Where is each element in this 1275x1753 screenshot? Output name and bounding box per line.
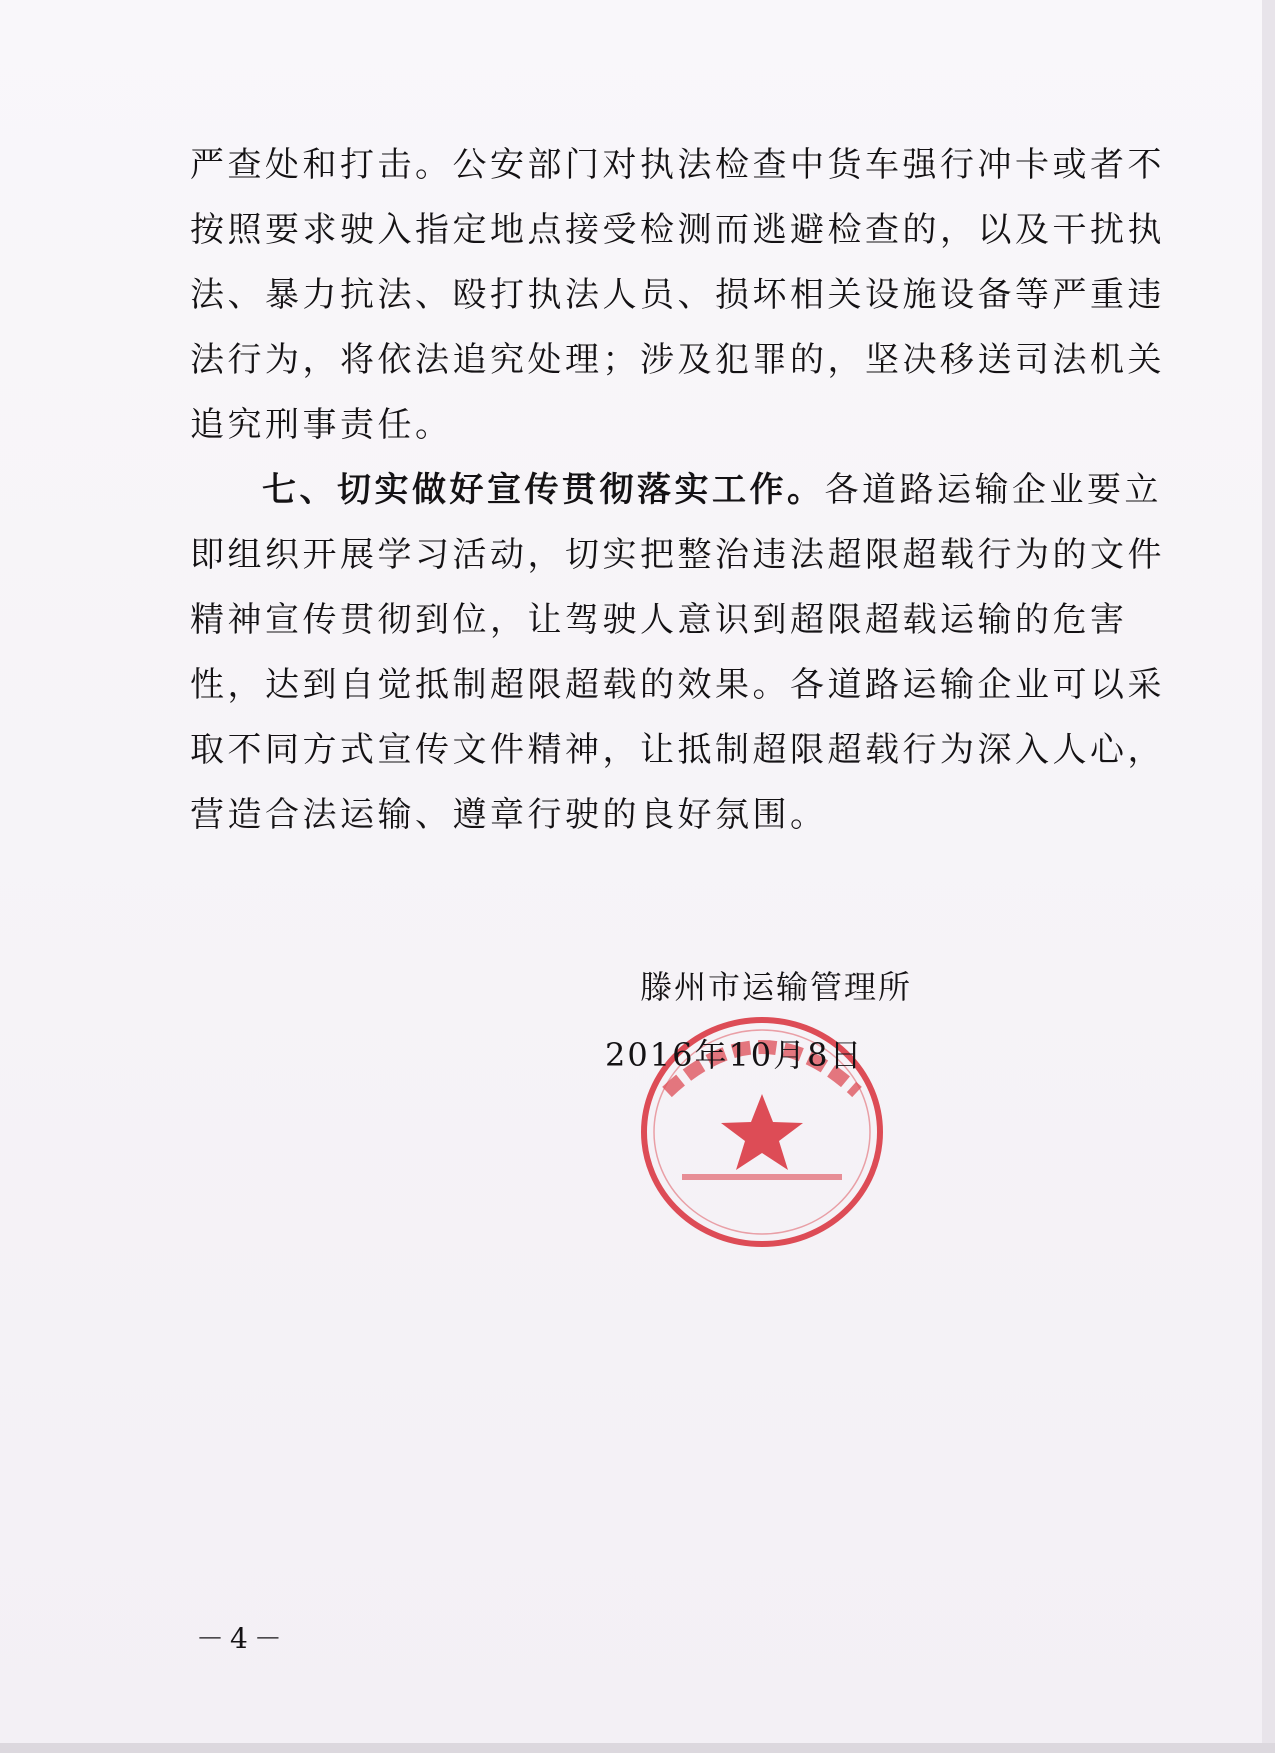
- official-seal-stamp: [572, 962, 952, 1302]
- section7-first-line: [262, 470, 1162, 510]
- body-line-5: 追究刑事责任。: [190, 405, 453, 445]
- page-number: －4－: [196, 1622, 288, 1655]
- section7-line-5: 取不同方式宣传文件精神，让抵制超限超载行为深入人心，: [190, 730, 1165, 770]
- scan-edge-bottom: [0, 1743, 1275, 1753]
- signature-org: 滕州市运输管理所: [640, 968, 913, 1006]
- body-line-3: 法、暴力抗法、殴打执法人员、损坏相关设施设备等严重违: [190, 275, 1165, 315]
- scan-edge-right: [1262, 0, 1275, 1753]
- section7-first-line-rest: 各道路运输企业要立: [824, 470, 1162, 510]
- section7-line-3: 精神宣传贯彻到位，让驾驶人意识到超限超载运输的危害: [190, 600, 1128, 640]
- body-line-2: 按照要求驶入指定地点接受检测而逃避检查的，以及干扰执: [190, 210, 1165, 250]
- signature-date: 2016年10月8日: [605, 1036, 864, 1074]
- section7-heading: 七、切实做好宣传贯彻落实工作。: [262, 470, 825, 510]
- section7-line-6: 营造合法运输、遵章行驶的良好氛围。: [190, 795, 828, 835]
- body-line-1: 严查处和打击。公安部门对执法检查中货车强行冲卡或者不: [190, 145, 1165, 185]
- section7-line-4: 性，达到自觉抵制超限超载的效果。各道路运输企业可以采: [190, 665, 1165, 705]
- body-line-4: 法行为，将依法追究处理；涉及犯罪的，坚决移送司法机关: [190, 340, 1165, 380]
- section7-line-2: 即组织开展学习活动，切实把整治违法超限超载行为的文件: [190, 535, 1165, 575]
